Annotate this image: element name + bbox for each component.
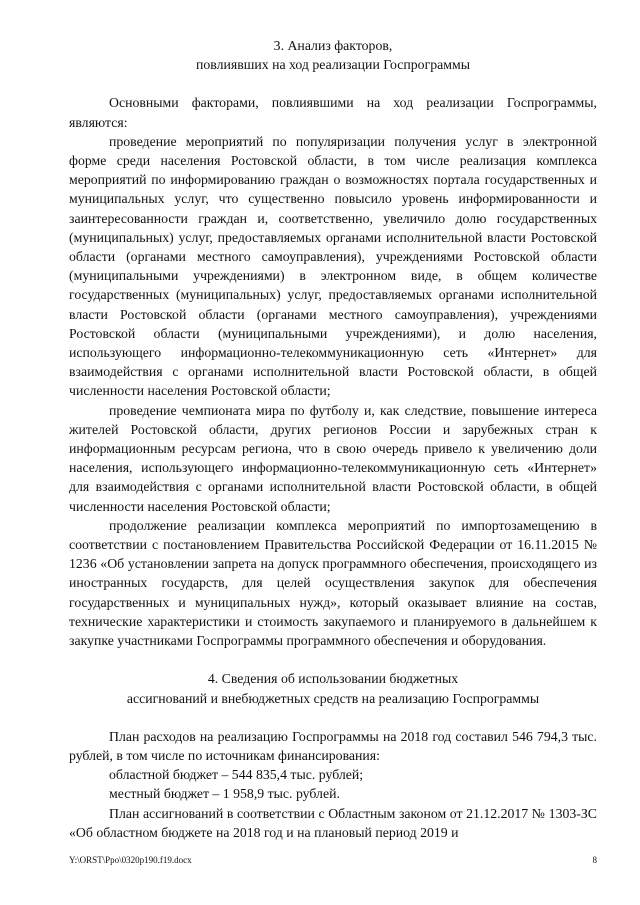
factor-item-2: проведение чемпионата мира по футболу и, как следствие, повышение интереса жителей Ростовской области, других регионов России и зарубежных стран к информационным ресурсам региона, что в свою очередь привело к увеличению доли населения, использующего информационно-телекоммуникационную сеть «Интернет» для взаимодействия с органами исполнительной власти Ростовской области, в общей численности населения Ростовской области; [69,402,597,514]
page-number: 8 [592,855,597,865]
file-path: Y:\ORST\Ppo\0320p190.f19.docx [69,855,192,865]
allocation-plan-paragraph: План ассигнований в соответствии с Областным законом от 21.12.2017 № 1303-ЗС «Об областном бюджете на 2018 год и на плановый период 2019 и [69,805,597,840]
section-3-intro: Основными факторами, повлиявшими на ход реализации Госпрограммы, являются: [69,95,597,130]
section-3-heading [69,36,597,74]
regional-budget-line: областной бюджет – 544 835,4 тыс. рублей; [109,767,364,783]
spacer [69,650,597,669]
section-3-title-line1: 3. Анализ факторов, [273,38,393,53]
budget-plan-paragraph: План расходов на реализацию Госпрограммы на 2018 год составил 546 794,3 тыс. рублей, в том числе по источникам финансирования: [69,728,597,763]
page-content [69,36,597,842]
section-4-title-line2: ассигнований и внебюджетных средств на реализацию Госпрограммы [126,690,540,706]
factor-item-1: проведение мероприятий по популяризации получения услуг в электронной форме среди населения Ростовской области, в том числе реализация комплекса мероприятий по информированию граждан о возможностях портала государственных и муниципальных услуг, что существенно повысило уровень информированности и заинтересованности граждан и, соответственно, увеличило долю государственных (муниципальных) услуг, предоставляемых органами исполнительной власти Ростовской области (органами местного самоуправления), учреждениями Ростовской области (муниципальными учреждениями) в электронном виде, в общем количестве государственных (муниципальных) услуг, предоставляемых органами исполнительной власти Ростовской области (органами местного самоуправления), учреждениями Ростовской области (муниципальными учреждениями), и долю населения, использующего информационно-телекоммуникационную сеть «Интернет» для взаимодействия с органами исполнительной власти Ростовской области, в общей численности населения Ростовской области; [69,133,597,399]
spacer [69,74,597,93]
section-4-title-line1: 4. Сведения об использовании бюджетных [207,671,459,687]
spacer [69,708,597,727]
factor-item-3: продолжение реализации комплекса мероприятий по импортозамещению в соответствии с постановлением Правительства Российской Федерации от 16.11.2015 № 1236 «Об установлении запрета на допуск программного обеспечения, происходящего из иностранных государств, для целей осуществления закупок для обеспечения государственных и муниципальных нужд», который оказывает влияние на состав, технические характеристики и стоимость закупаемого и планируемого в дальнейшем к закупке участниками Госпрограммы программного обеспечения и оборудования. [69,517,597,649]
section-4-heading [69,669,597,707]
page-footer [69,853,597,867]
local-budget-line: местный бюджет – 1 958,9 тыс. рублей. [109,786,340,802]
section-3-title-line2: повлиявших на ход реализации Госпрограммы [196,57,470,73]
